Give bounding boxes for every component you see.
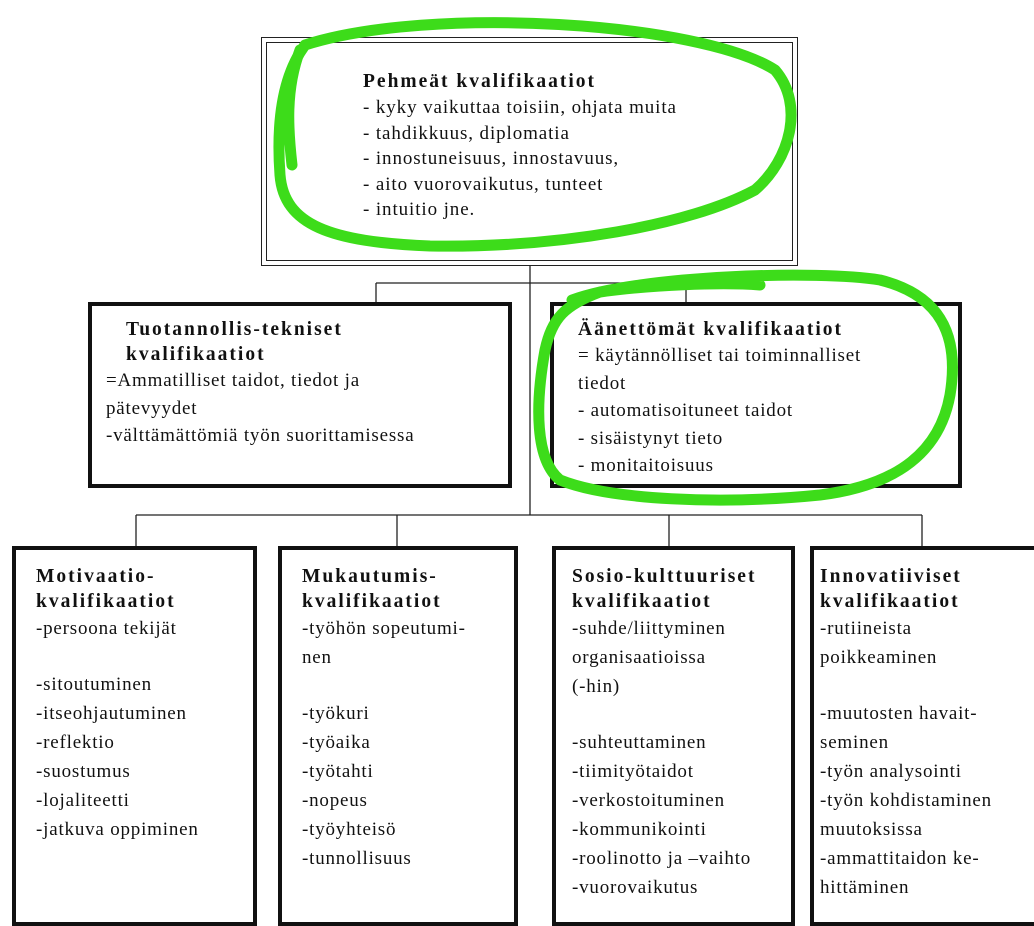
soft-qualifications-title: Pehmeät kvalifikaatiot <box>363 71 597 92</box>
list-item: -työyhteisö <box>302 819 397 840</box>
list-item: -kommunikointi <box>572 819 707 840</box>
list-item: -työhön sopeutumi- <box>302 618 466 639</box>
list-item: tiedot <box>578 372 627 394</box>
list-item: - tahdikkuus, diplomatia <box>363 122 570 144</box>
innovative-title <box>820 564 1022 614</box>
soft-qualifications-box <box>261 37 798 266</box>
innovative-list <box>820 699 1022 902</box>
sociocultural-title-line2: kvalifikaatiot <box>572 591 712 612</box>
list-item: -työaika <box>302 732 371 753</box>
list-item: -ammattitaidon ke- <box>820 848 980 869</box>
list-item: -työkuri <box>302 703 370 724</box>
list-item: -itseohjautuminen <box>36 703 187 724</box>
sociocultural-title-line1: Sosio-kulttuuriset <box>572 566 757 587</box>
tacit-qualifications-list <box>578 342 944 480</box>
adaptation-title-line1: Mukautumis- <box>302 566 438 587</box>
list-item: -tiimityötaidot <box>572 761 694 782</box>
list-item: -työn analysointi <box>820 761 962 782</box>
list-item: - monitaitoisuus <box>578 455 714 476</box>
list-item: -rutiineista <box>820 618 912 639</box>
spacer <box>572 701 787 728</box>
list-item: -reflektio <box>36 732 115 753</box>
innovative-intro <box>820 614 1022 672</box>
list-item: hittäminen <box>820 877 910 898</box>
list-item: seminen <box>820 732 889 753</box>
adaptation-title <box>302 564 496 614</box>
motivation-title-line1: Motivaatio- <box>36 566 156 587</box>
tacit-qualifications-box <box>550 302 962 488</box>
list-item: -työtahti <box>302 761 374 782</box>
list-item: -työn kohdistaminen <box>820 790 992 811</box>
list-item: - intuitio jne. <box>363 199 476 220</box>
list-item: - kyky vaikuttaa toisiin, ohjata muita <box>363 97 677 118</box>
motivation-title-line2: kvalifikaatiot <box>36 591 176 612</box>
sociocultural-title <box>572 564 787 614</box>
list-item: -verkostoituminen <box>572 790 725 811</box>
innovative-title-line1: Innovatiiviset <box>820 566 962 587</box>
motivation-list <box>36 670 235 844</box>
list-item: -välttämättömiä työn suorittamisessa <box>106 425 415 446</box>
list-item: =Ammatilliset taidot, tiedot ja <box>106 370 360 391</box>
list-item: -lojaliteetti <box>36 790 130 811</box>
list-item: - automatisoituneet taidot <box>578 400 793 421</box>
soft-qualifications-list <box>363 95 792 223</box>
list-item: - sisäistynyt tieto <box>578 427 724 449</box>
list-item: nen <box>302 647 332 668</box>
sociocultural-intro <box>572 614 787 701</box>
list-item: -suostumus <box>36 761 131 782</box>
list-item: pätevyydet <box>106 397 198 419</box>
soft-qualifications-inner <box>266 42 793 261</box>
list-item: -persoona tekijät <box>36 618 177 639</box>
technical-qualifications-title <box>106 317 494 367</box>
list-item: organisaatioissa <box>572 647 706 668</box>
list-item: -jatkuva oppiminen <box>36 819 199 840</box>
adaptation-title-line2: kvalifikaatiot <box>302 591 442 612</box>
list-item: -sitoutuminen <box>36 674 152 695</box>
motivation-qualifications-box <box>12 546 257 926</box>
technical-qualifications-box <box>88 302 512 488</box>
list-item: -muutosten havait- <box>820 703 978 724</box>
sociocultural-list <box>572 728 787 902</box>
list-item: -suhde/liittyminen <box>572 618 726 639</box>
list-item: -suhteuttaminen <box>572 732 707 753</box>
list-item: -nopeus <box>302 790 368 811</box>
spacer <box>36 643 235 670</box>
adaptation-qualifications-box <box>278 546 518 926</box>
technical-qualifications-list <box>106 367 494 450</box>
list-item: muutoksissa <box>820 819 923 840</box>
adaptation-list <box>302 699 496 873</box>
spacer <box>820 672 1022 699</box>
list-item: -roolinotto ja –vaihto <box>572 848 752 869</box>
list-item: - aito vuorovaikutus, tunteet <box>363 173 604 195</box>
list-item: (-hin) <box>572 676 621 697</box>
innovative-qualifications-box <box>810 546 1034 926</box>
list-item: - innostuneisuus, innostavuus, <box>363 148 620 169</box>
list-item: -tunnollisuus <box>302 848 412 869</box>
spacer <box>302 672 496 699</box>
innovative-title-line2: kvalifikaatiot <box>820 591 960 612</box>
technical-title-line2: kvalifikaatiot <box>126 344 266 365</box>
sociocultural-qualifications-box <box>552 546 795 926</box>
list-item: = käytännölliset tai toiminnalliset <box>578 345 862 366</box>
adaptation-intro <box>302 614 496 672</box>
list-item: poikkeaminen <box>820 647 938 668</box>
technical-title-line1: Tuotannollis-tekniset <box>126 319 343 340</box>
tacit-qualifications-title: Äänettömät kvalifikaatiot <box>578 319 844 340</box>
motivation-intro <box>36 614 235 643</box>
list-item: -vuorovaikutus <box>572 877 699 898</box>
motivation-title <box>36 564 235 614</box>
